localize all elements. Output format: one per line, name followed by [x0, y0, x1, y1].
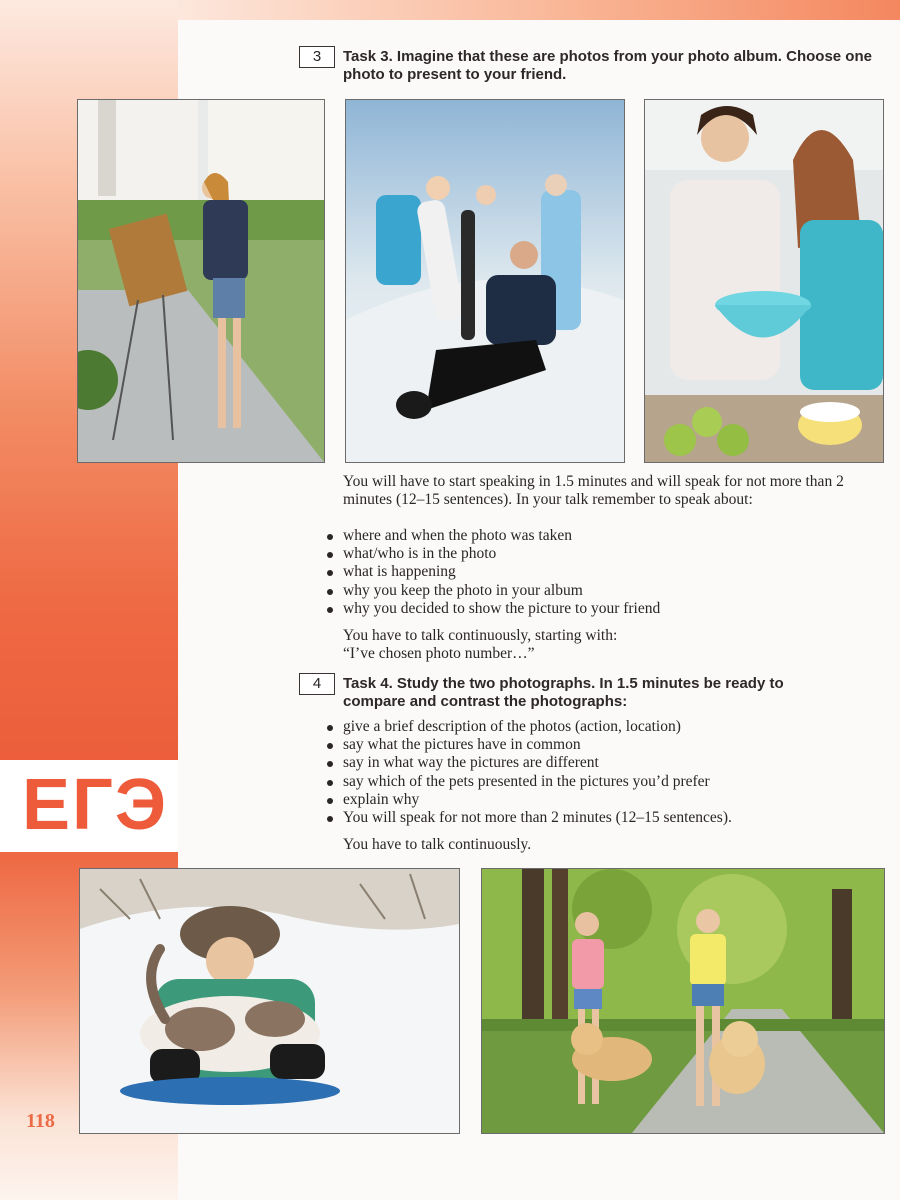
photo-boy-with-cat: [79, 868, 460, 1134]
task-4-bullet: You will speak for not more than 2 minutes (12–15 sentences).: [325, 809, 895, 827]
page-number: 118: [26, 1110, 55, 1132]
task-3-bullet: why you keep the photo in your album: [325, 582, 885, 600]
task-4-closing: You have to talk continuously.: [343, 836, 532, 853]
task-4-heading: Task 4. Study the two photographs. In 1.5 minutes be ready to compare and contrast the photographs:: [343, 675, 784, 710]
task-3-bullet: what/who is in the photo: [325, 545, 885, 563]
task-4-number-box: 4: [299, 673, 335, 695]
task-3-closing: [343, 627, 883, 663]
task-3-bullet: where and when the photo was taken: [325, 527, 885, 545]
task-3-heading: Task 3. Imagine that these are photos from your photo album. Choose one photo to present to your friend.: [343, 48, 872, 83]
task-3-bullet: why you decided to show the picture to your friend: [325, 600, 885, 618]
task-3-number-box: 3: [299, 46, 335, 68]
photo-baking: [644, 99, 884, 463]
task-3-starter-phrase: “I’ve chosen photo number…”: [343, 645, 535, 662]
task-4-bullet: say in what way the pictures are different: [325, 754, 895, 772]
exam-label: ЕГЭ: [22, 765, 169, 845]
task-3-bullet-list: [325, 527, 885, 618]
task-4-bullet-list: [325, 718, 895, 827]
task-4-bullet: say what the pictures have in common: [325, 736, 895, 754]
task-4-bullet: say which of the pets presented in the pictures you’d prefer: [325, 773, 895, 791]
task-3-instructions: You will have to start speaking in 1.5 minutes and will speak for not more than 2 minutes (12–15 sentences). In your talk remember to speak about:: [343, 473, 844, 508]
task-4-bullet: explain why: [325, 791, 895, 809]
photo-snowboarders: [345, 99, 625, 463]
photo-girl-painting: [77, 99, 325, 463]
task-3-closing-line: You have to talk continuously, starting with:: [343, 627, 618, 644]
decorative-top-band: [178, 0, 900, 20]
task-3-bullet: what is happening: [325, 563, 885, 581]
photo-girls-with-dogs: [481, 868, 885, 1134]
task-4-bullet: give a brief description of the photos (action, location): [325, 718, 895, 736]
